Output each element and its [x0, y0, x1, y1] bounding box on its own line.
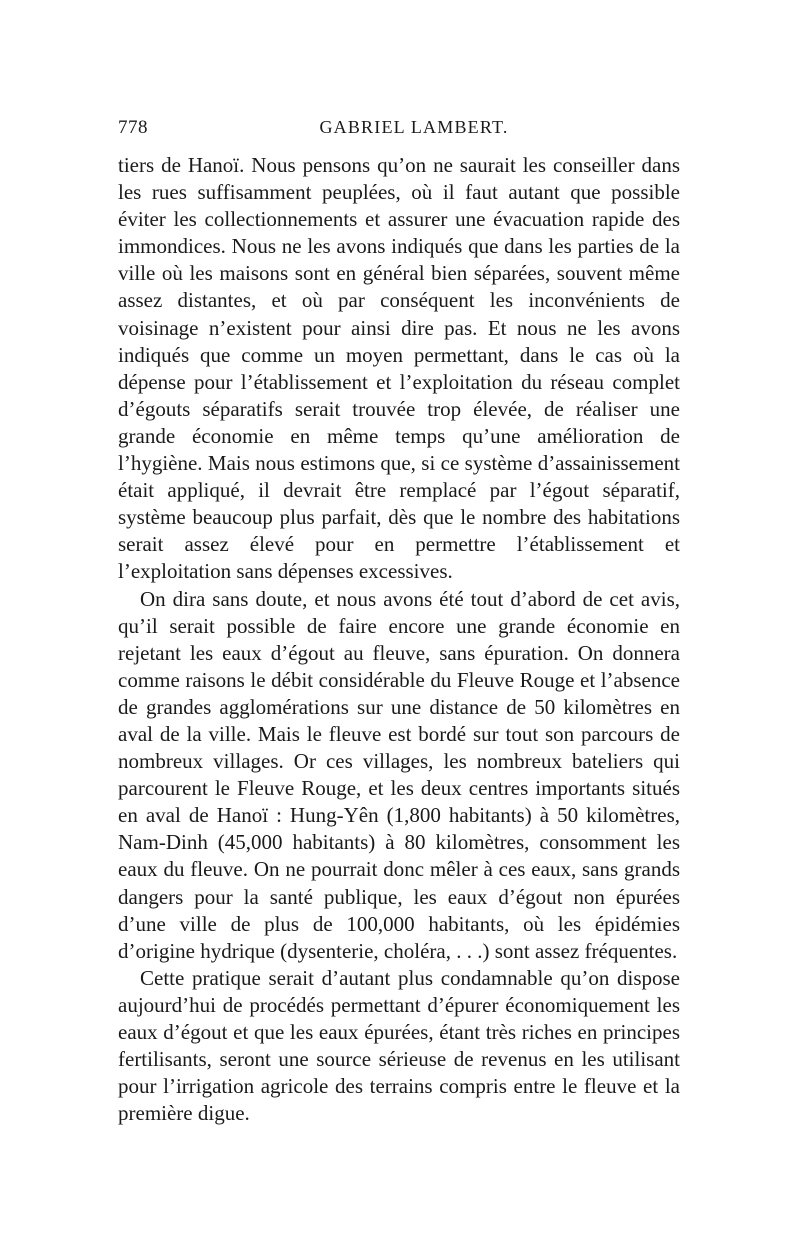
paragraph-1: tiers de Hanoï. Nous pensons qu’on ne saurait les conseiller dans les rues suffisamment peuplées, où il faut autant que possible éviter les collectionnements et assurer une évacuation rapide des immondices. Nous ne les avons indiqués que dans les parties de la ville où les maisons sont en général bien séparées, souvent même assez distantes, et où par conséquent les inconvénients de voisinage n’existent pour ainsi dire pas. Et nous ne les avons indiqués que comme un moyen permettant, dans le cas où la dépense pour l’établissement et l’exploitation du réseau complet d’égouts séparatifs serait trouvée trop élevée, de réaliser une grande économie en même temps qu’une amélioration de l’hygiène. Mais nous estimons que, si ce système d’assainissement était appliqué, il devrait être remplacé par l’égout séparatif, système beaucoup plus parfait, dès que le nombre des habitations serait assez élevé pour en permettre l’établissement et l’exploitation sans dépenses excessives. [118, 153, 680, 584]
running-title: GABRIEL LAMBERT. [319, 117, 509, 137]
paragraph-2: On dira sans doute, et nous avons été tout d’abord de cet avis, qu’il serait possible de faire encore une grande économie en rejetant les eaux d’égout au fleuve, sans épuration. On donnera comme raisons le débit considérable du Fleuve Rouge et l’absence de grandes agglomérations sur une distance de 50 kilomètres en aval de la ville. Mais le fleuve est bordé sur tout son parcours de nombreux villages. Or ces villages, les nombreux bateliers qui parcourent le Fleuve Rouge, et les deux centres importants situés en aval de Hanoï : Hung-Yên (1,800 habitants) à 50 kilomètres, Nam-Dinh (45,000 habitants) à 80 kilomètres, consomment les eaux du fleuve. On ne pourrait donc mêler à ces eaux, sans grands dangers pour la santé publique, les eaux d’égout non épurées d’une ville de plus de 100,000 habitants, où les épidémies d’origine hydrique (dysenterie, choléra, . . .) sont assez fréquentes. [118, 586, 680, 963]
page-header [118, 117, 680, 147]
body-text [118, 152, 680, 1127]
paragraph-3: Cette pratique serait d’autant plus condamnable qu’on dispose aujourd’hui de procédés permettant d’épurer économiquement les eaux d’égout et que les eaux épurées, étant très riches en principes fertilisants, seront une source sérieuse de revenus en les utilisant pour l’irrigation agricole des terrains compris entre le fleuve et la première digue. [118, 965, 680, 1126]
page-number: 778 [118, 117, 148, 138]
